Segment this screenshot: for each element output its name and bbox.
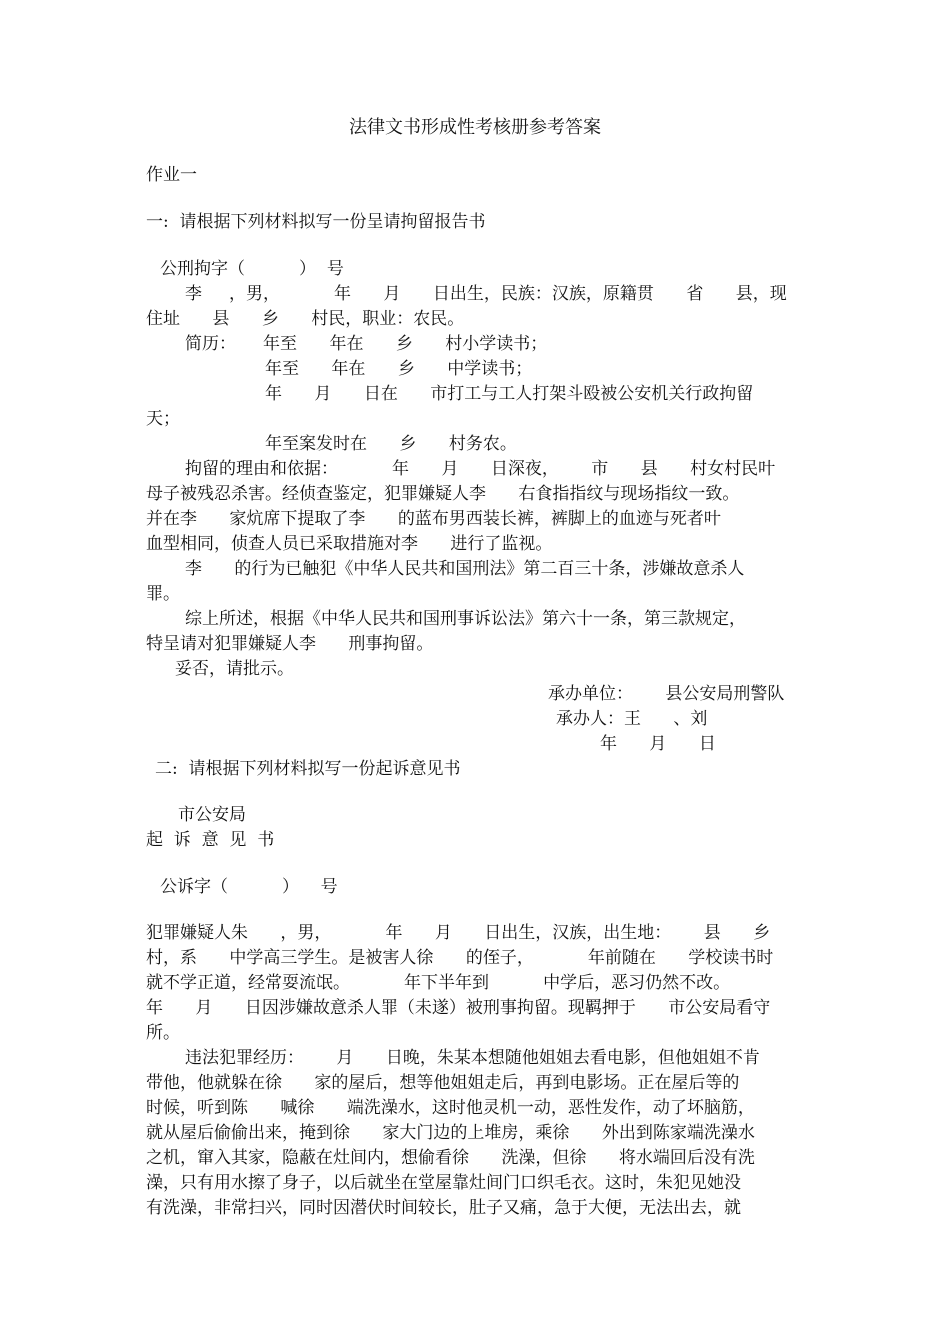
section2-heading: 二: 请根据下列材料拟写一份起诉意见书 xyxy=(155,759,461,779)
agency-name: 市公安局 xyxy=(178,805,246,825)
section2-line: 有洗澡，非常扫兴，同时因潜伏时间较长，肚子又痛，急于大便，无法出去，就 xyxy=(146,1198,741,1218)
section1-doc-number: 公刑拘字（ ） 号 xyxy=(160,259,344,279)
section1-line: 年 月 日在 市打工与工人打架斗殴被公安机关行政拘留 xyxy=(265,384,754,404)
section2-line: 村，系 中学高三学生。是被害人徐 的侄子， 年前随在 学校读书时 xyxy=(146,948,774,968)
section1-line: 妥否，请批示。 xyxy=(175,659,294,679)
assignment-label: 作业一 xyxy=(146,165,197,185)
section2-line: 就不学正道，经常耍流氓。 年下半年到 中学后，恶习仍然不改。 xyxy=(146,973,731,993)
section1-line: 李 的行为已触犯《中华人民共和国刑法》第二百三十条，涉嫌故意杀人 xyxy=(185,559,745,579)
sign-date: 年 月 日 xyxy=(600,734,716,754)
section2-line: 时候，听到陈 喊徐 端洗澡水，这时他灵机一动，恶性发作，动了坏脑筋， xyxy=(146,1098,755,1118)
section1-line: 并在李 家炕席下提取了李 的蓝布男西装长裤，裤脚上的血迹与死者叶 xyxy=(146,509,721,529)
section1-line: 李 ，男， 年 月 日出生，民族：汉族，原籍贯 省 县，现 xyxy=(185,284,787,304)
section1-line: 简历： 年至 年在 乡 村小学读书； xyxy=(185,334,548,354)
section1-line: 罪。 xyxy=(146,584,180,604)
section2-line: 澡，只有用水擦了身子，以后就坐在堂屋靠灶间门口织毛衣。这时，朱犯见她没 xyxy=(146,1173,741,1193)
handling-person: 承办人：王 、刘 xyxy=(556,709,708,729)
section2-line: 违法犯罪经历： 月 日晚，朱某本想随他姐姐去看电影，但他姐姐不肯 xyxy=(185,1048,760,1068)
section1-line: 拘留的理由和依据： 年 月 日深夜， 市 县 村女村民叶 xyxy=(185,459,776,479)
document-title: 法律文书形成性考核册参考答案 xyxy=(349,117,601,138)
section2-line: 所。 xyxy=(146,1023,180,1043)
section2-line: 带他，他就躲在徐 家的屋后，想等他姐姐走后，再到电影场。正在屋后等的 xyxy=(146,1073,740,1093)
section1-line: 年至案发时在 乡 村务农。 xyxy=(265,434,517,454)
doc-title: 起 诉 意 见 书 xyxy=(146,830,275,850)
section1-line: 年至 年在 乡 中学读书； xyxy=(265,359,533,379)
section1-heading: 一: 请根据下列材料拟写一份呈请拘留报告书 xyxy=(146,212,486,232)
section1-line: 综上所述，根据《中华人民共和国刑事诉讼法》第六十一条，第三款规定， xyxy=(185,609,746,629)
section2-line: 就从屋后偷偷出来，掩到徐 家大门边的上堆房，乘徐 外出到陈家端洗澡水 xyxy=(146,1123,755,1143)
section1-line: 母子被残忍杀害。经侦查鉴定，犯罪嫌疑人李 右食指指纹与现场指纹一致。 xyxy=(146,484,740,504)
section2-doc-number: 公诉字（ ） 号 xyxy=(160,877,338,897)
section2-line: 犯罪嫌疑人朱 ，男， 年 月 日出生，汉族，出生地： 县 乡 xyxy=(146,923,771,943)
section1-line: 特呈请对犯罪嫌疑人李 刑事拘留。 xyxy=(146,634,434,654)
section1-line: 天； xyxy=(146,409,180,429)
section2-line: 之机，窜入其家，隐蔽在灶间内，想偷看徐 洗澡，但徐 将水端回后没有洗 xyxy=(146,1148,755,1168)
section1-line: 住址 县 乡 村民，职业：农民。 xyxy=(146,309,465,329)
handling-unit: 承办单位： 县公安局刑警队 xyxy=(548,684,785,704)
section1-line: 血型相同，侦查人员已采取措施对李 进行了监视。 xyxy=(146,534,553,554)
section2-line: 年 月 日因涉嫌故意杀人罪（未遂）被刑事拘留。现羁押于 市公安局看守 xyxy=(146,998,771,1018)
